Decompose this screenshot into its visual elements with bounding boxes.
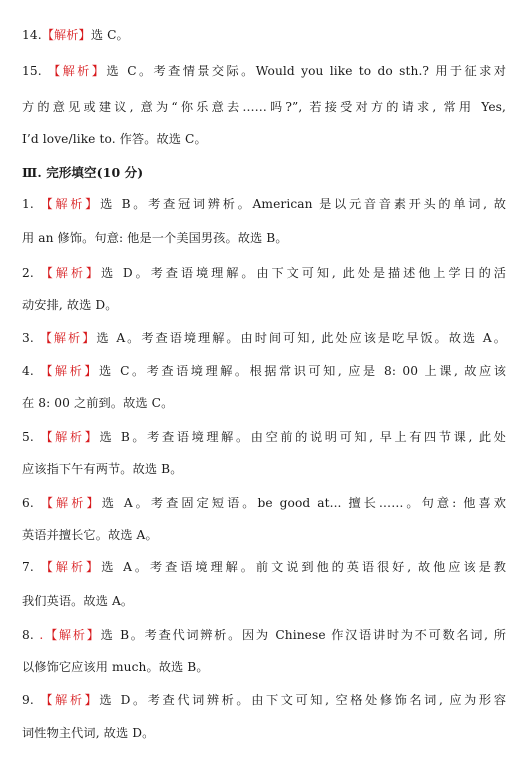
answer-8-line-2: 以修饰它应该用 much。故选 B。 bbox=[22, 660, 209, 674]
item-text: 选 C。 bbox=[90, 28, 129, 42]
item-14 bbox=[22, 28, 129, 43]
answer-2-line-2: 动安排, 故选 D。 bbox=[22, 298, 118, 312]
item-15-line-2: 方的意见或建议, 意为“你乐意去……吗?”, 若接受对方的请求, 常用 Yes, bbox=[22, 100, 506, 114]
answer-7-line-1 bbox=[22, 560, 506, 575]
analysis-tag: 【解析】 bbox=[39, 331, 97, 345]
item-text: 选 B。考查语境理解。由空前的说明可知, 早上有四节课, 此处 bbox=[99, 430, 506, 444]
answer-1-line-2: 用 an 修饰。句意: 他是一个美国男孩。故选 B。 bbox=[22, 231, 288, 245]
item-text: 选 A。考查固定短语。be good at... 擅长……。句意: 他喜欢 bbox=[101, 496, 506, 510]
item-text: 选 A。考查语境理解。由时间可知, 此处应该是吃早饭。故选 A。 bbox=[96, 331, 506, 345]
item-text: 选 B。考查冠词辨析。American 是以元音音素开头的单词, 故 bbox=[100, 197, 506, 211]
analysis-tag: 【解析】 bbox=[41, 28, 91, 42]
item-number: 5. bbox=[22, 430, 34, 444]
item-text: 选 C。考查语境理解。根据常识可知, 应是 8: 00 上课, 故应该 bbox=[99, 364, 506, 378]
item-text: 选 D。考查语境理解。由下文可知, 此处是描述他上学日的活 bbox=[101, 266, 506, 280]
analysis-tag: 【解析】 bbox=[40, 496, 102, 510]
answer-4-line-1 bbox=[22, 364, 506, 379]
item-number: 6. bbox=[22, 496, 34, 510]
answer-3-line-1 bbox=[22, 331, 506, 346]
answer-5-line-2: 应该指下午有两节。故选 B。 bbox=[22, 462, 183, 476]
item-15-line-3: I’d love/like to. 作答。故选 C。 bbox=[22, 132, 207, 146]
answer-4-line-2: 在 8: 00 之前到。故选 C。 bbox=[22, 396, 174, 410]
answer-8-line-1 bbox=[22, 628, 506, 643]
analysis-tag: 【解析】 bbox=[40, 197, 101, 211]
item-number: 14. bbox=[22, 28, 42, 42]
answer-2-line-1 bbox=[22, 266, 506, 281]
answer-6-line-2: 英语并擅长它。故选 A。 bbox=[22, 528, 158, 542]
item-number: 9. bbox=[22, 693, 34, 707]
item-number: 2. bbox=[22, 266, 34, 280]
item-text: 选 B。考查代词辨析。因为 Chinese 作汉语讲时为不可数名词, 所 bbox=[100, 628, 506, 642]
analysis-tag: 【解析】 bbox=[40, 364, 100, 378]
item-number: 8. bbox=[22, 628, 34, 642]
analysis-tag: 【解析】 bbox=[47, 64, 107, 78]
item-text: 选 D。考查代词辨析。由下文可知, 空格处修饰名词, 应为形容 bbox=[99, 693, 506, 707]
item-number: 4. bbox=[22, 364, 34, 378]
analysis-tag: .【解析】 bbox=[39, 628, 101, 642]
answer-1-line-1 bbox=[22, 197, 506, 212]
answer-5-line-1 bbox=[22, 430, 506, 445]
item-text: 选 A。考查语境理解。前文说到他的英语很好, 故他应该是教 bbox=[101, 560, 506, 574]
item-15-line-1 bbox=[22, 64, 506, 79]
answer-9-line-1 bbox=[22, 693, 506, 708]
analysis-tag: 【解析】 bbox=[40, 693, 100, 707]
answer-9-line-2: 词性物主代词, 故选 D。 bbox=[22, 726, 155, 740]
item-text: 选 C。考查情景交际。Would you like to do sth.? 用于征求对 bbox=[106, 64, 506, 78]
item-number: 3. bbox=[22, 331, 34, 345]
analysis-tag: 【解析】 bbox=[40, 560, 102, 574]
analysis-tag: 【解析】 bbox=[40, 266, 102, 280]
item-number: 7. bbox=[22, 560, 34, 574]
answer-6-line-1 bbox=[22, 496, 506, 511]
item-number: 15. bbox=[22, 64, 42, 78]
section-heading: Ⅲ. 完形填空(10 分) bbox=[22, 165, 144, 180]
analysis-tag: 【解析】 bbox=[40, 430, 100, 444]
item-number: 1. bbox=[22, 197, 34, 211]
answer-7-line-2: 我们英语。故选 A。 bbox=[22, 594, 134, 608]
